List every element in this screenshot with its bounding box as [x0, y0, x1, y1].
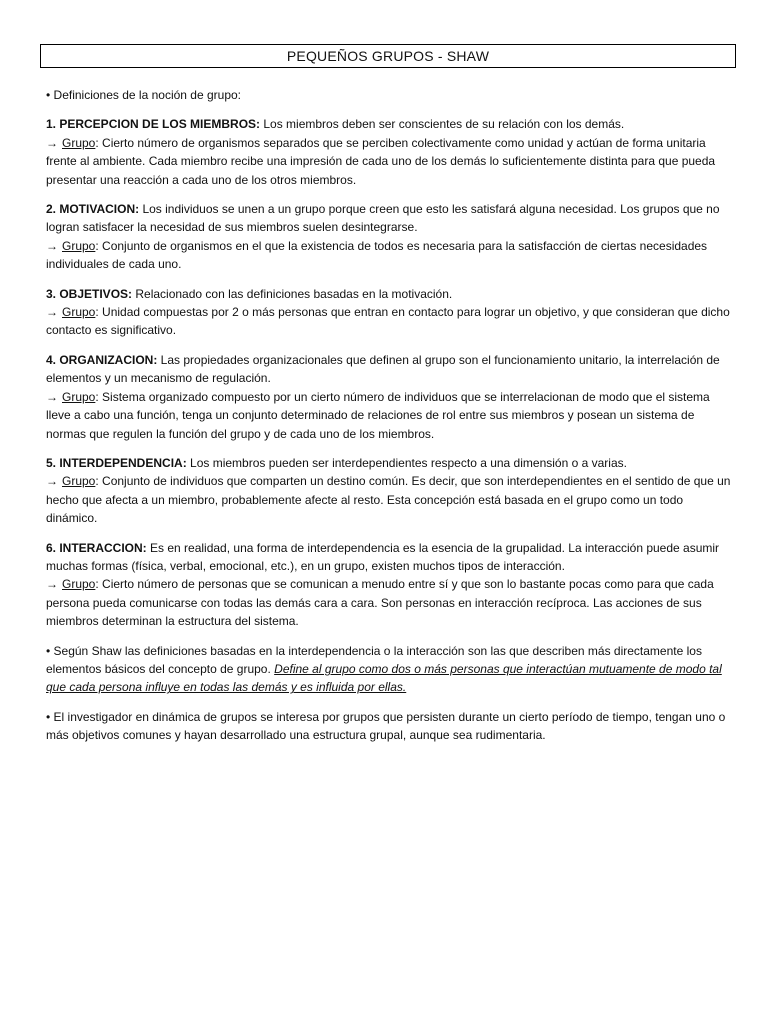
shaw-text: • Según Shaw las definiciones basadas en la interdependencia o la interacción son las que describen más directamente los elementos básicos del concepto de grupo.: [46, 643, 702, 676]
grupo-label: Grupo: [62, 305, 96, 320]
closing-paragraph: • El investigador en dinámica de grupos se interesa por grupos que persisten durante un cierto período de tiempo, tengan uno o más objetivos comunes y hayan desarrollado una estructura grupal, aunque sea rudimentaria.: [46, 709, 726, 743]
section-motivation: [46, 200, 732, 274]
section-text: Relacionado con las definiciones basadas en la motivación.: [132, 286, 453, 301]
section-text: Es en realidad, una forma de interdependencia es la esencia de la grupalidad. La interacción puede asumir muchas formas (física, verbal, emocional, etc.), en un grupo, existen muchos tipos de interacción.: [46, 540, 720, 573]
document-body: [46, 86, 732, 756]
grupo-label: Grupo: [62, 577, 96, 592]
grupo-label: Grupo: [62, 474, 96, 489]
section-text: Los individuos se unen a un grupo porque creen que esto les satisfará alguna necesidad. Los grupos que no logran satisfacer la necesidad de sus miembros suelen desintegrarse.: [46, 202, 720, 235]
grupo-label: Grupo: [62, 389, 96, 404]
section-interaction: [46, 539, 732, 631]
section-heading: 1. PERCEPCION DE LOS MIEMBROS:: [46, 117, 261, 132]
section-objectives: [46, 285, 732, 340]
group-definition: : Cierto número de personas que se comunican a menudo entre sí y que son lo bastante pocas como para que cada persona pueda comunicarse con todas las demás cara a cara. Son personas en interacción recíproca. Las acciones de sus miembros determinan la estructura del sistema.: [46, 577, 714, 629]
section-text: Los miembros pueden ser interdependientes respecto a una dimensión o a varias.: [186, 455, 627, 470]
section-perception: [46, 115, 732, 189]
grupo-label: Grupo: [62, 135, 96, 150]
arrow-icon: →: [46, 238, 58, 253]
arrow-icon: →: [46, 305, 58, 320]
intro-line: • Definiciones de la noción de grupo:: [46, 88, 241, 102]
group-definition: : Conjunto de individuos que comparten un destino común. Es decir, que son interdependientes en el sentido de que un hecho que afecta a un miembro, probablemente afecte al resto. Esta concepción está basada en el grupo como un todo dinámico.: [46, 474, 731, 526]
section-text: Las propiedades organizacionales que definen al grupo son el funcionamiento unitario, la interrelación de elementos y un mecanismo de regulación.: [46, 352, 720, 386]
grupo-label: Grupo: [62, 238, 96, 253]
group-definition: : Sistema organizado compuesto por un cierto número de individuos que se interrelacionan de modo que el sistema lleve a cabo una función, tenga un conjunto determinado de relaciones de rol entre sus miembros y posean un sistema de normas que regulen la función del grupo y de cada uno de los miembros.: [46, 389, 710, 441]
section-heading: 6. INTERACCION:: [46, 540, 147, 555]
arrow-icon: →: [46, 577, 58, 592]
shaw-definition: Define al grupo como dos o más personas que interactúan mutuamente de modo tal que cada persona influye en todas las demás y es influida por ellas.: [46, 661, 722, 695]
group-definition: : Cierto número de organismos separados que se perciben colectivamente como unidad y actúan de forma unitaria frente al ambiente. Cada miembro recibe una impresión de cada uno de los demás lo suficientemente distinta para que pueda presentar una reacción a cada uno de los otros miembros.: [46, 135, 716, 187]
section-text: Los miembros deben ser conscientes de su relación con los demás.: [260, 117, 625, 132]
section-heading: 4. ORGANIZACION:: [46, 352, 158, 367]
group-definition: : Conjunto de organismos en el que la existencia de todos es necesaria para la satisfacción de ciertas necesidades individuales de cada uno.: [46, 238, 708, 272]
section-heading: 3. OBJETIVOS:: [46, 286, 133, 301]
document-title-box: [40, 44, 736, 68]
arrow-icon: →: [46, 474, 58, 489]
section-heading: 5. INTERDEPENDENCIA:: [46, 455, 187, 470]
arrow-icon: →: [46, 135, 58, 150]
document-title: PEQUEÑOS GRUPOS - SHAW: [286, 48, 490, 64]
arrow-icon: →: [46, 389, 58, 404]
section-interdependence: [46, 454, 732, 528]
section-organization: [46, 351, 732, 443]
shaw-paragraph: [46, 642, 732, 697]
group-definition: : Unidad compuestas por 2 o más personas que entran en contacto para lograr un objetivo, y que consideran que dicho contacto es significativo.: [46, 305, 730, 338]
section-heading: 2. MOTIVACION:: [46, 202, 140, 217]
